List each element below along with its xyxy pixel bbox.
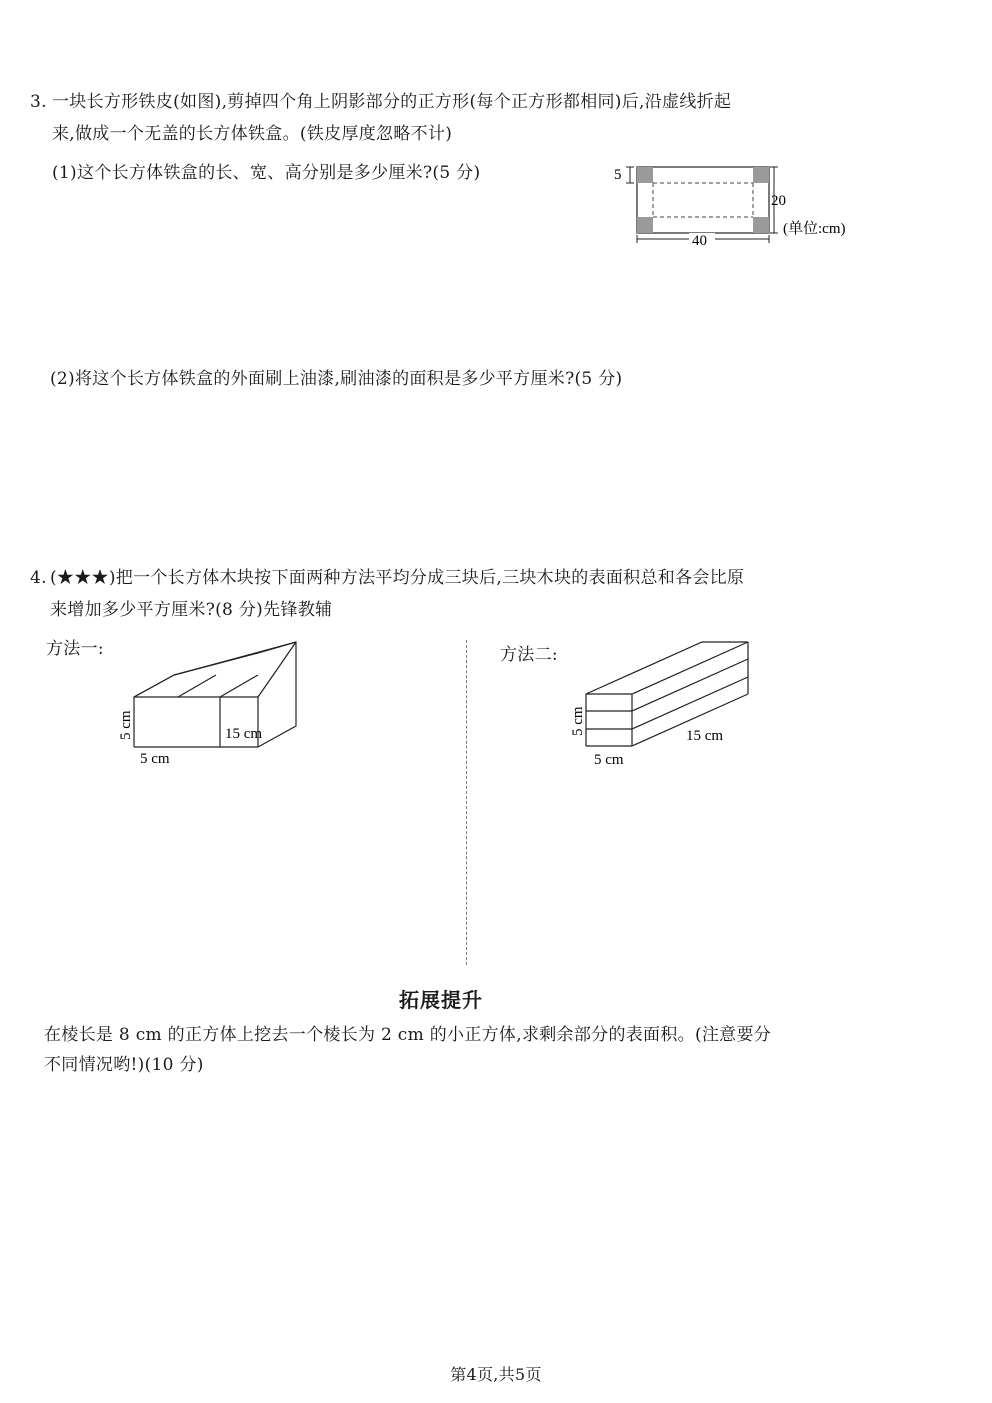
sheet-height-label: 20 <box>771 193 786 209</box>
question-4-line-2: 来增加多少平方厘米?(8 分)先锋教辅 <box>50 600 333 620</box>
unit-label: (单位:cm) <box>783 221 846 237</box>
method-1-width-label: 5 cm <box>140 751 170 767</box>
corner-square-top-right <box>753 167 769 183</box>
question-3-line-2: 来,做成一个无盖的长方体铁盒。(铁皮厚度忽略不计) <box>52 124 453 144</box>
question-3-part-2: (2)将这个长方体铁盒的外面刷上油漆,刷油漆的面积是多少平方厘米?(5 分) <box>50 369 623 389</box>
extension-line-2: 不同情况哟!)(10 分) <box>44 1055 204 1075</box>
method-1-figure <box>110 636 310 771</box>
method-2-length-label: 15 cm <box>686 728 724 744</box>
page-number: 第4页,共5页 <box>450 1365 542 1384</box>
tin-sheet-figure <box>600 155 890 255</box>
method-2-height-label: 5 cm <box>570 706 586 736</box>
method-2-title: 方法二: <box>500 645 558 665</box>
question-3-part-1: (1)这个长方体铁盒的长、宽、高分别是多少厘米?(5 分) <box>52 163 481 183</box>
method-2-width-label: 5 cm <box>594 752 624 768</box>
question-3-number: 3. <box>30 92 47 112</box>
method-1-title: 方法一: <box>46 639 104 659</box>
corner-square-bottom-left <box>637 217 653 233</box>
sheet-outline <box>637 167 769 233</box>
corner-square-top-left <box>637 167 653 183</box>
question-4-number: 4. <box>30 568 47 588</box>
corner-square-bottom-right <box>753 217 769 233</box>
method-1-height-label: 5 cm <box>118 710 134 740</box>
extension-line-1: 在棱长是 8 cm 的正方体上挖去一个棱长为 2 cm 的小正方体,求剩余部分的表面积。(注意要分 <box>44 1025 772 1045</box>
top-face <box>586 642 748 694</box>
method-1-length-label: 15 cm <box>225 726 263 742</box>
method-2-figure <box>566 636 766 771</box>
question-4-line-1: (★★★)把一个长方体木块按下面两种方法平均分成三块后,三块木块的表面积总和各会比原 <box>50 568 745 588</box>
extension-heading: 拓展提升 <box>399 988 483 1012</box>
question-3-line-1: 一块长方形铁皮(如图),剪掉四个角上阴影部分的正方形(每个正方形都相同)后,沿虚线折起 <box>52 92 732 112</box>
corner-size-label: 5 <box>614 167 622 183</box>
method-separator <box>466 640 467 965</box>
sheet-length-label: 40 <box>692 233 707 249</box>
